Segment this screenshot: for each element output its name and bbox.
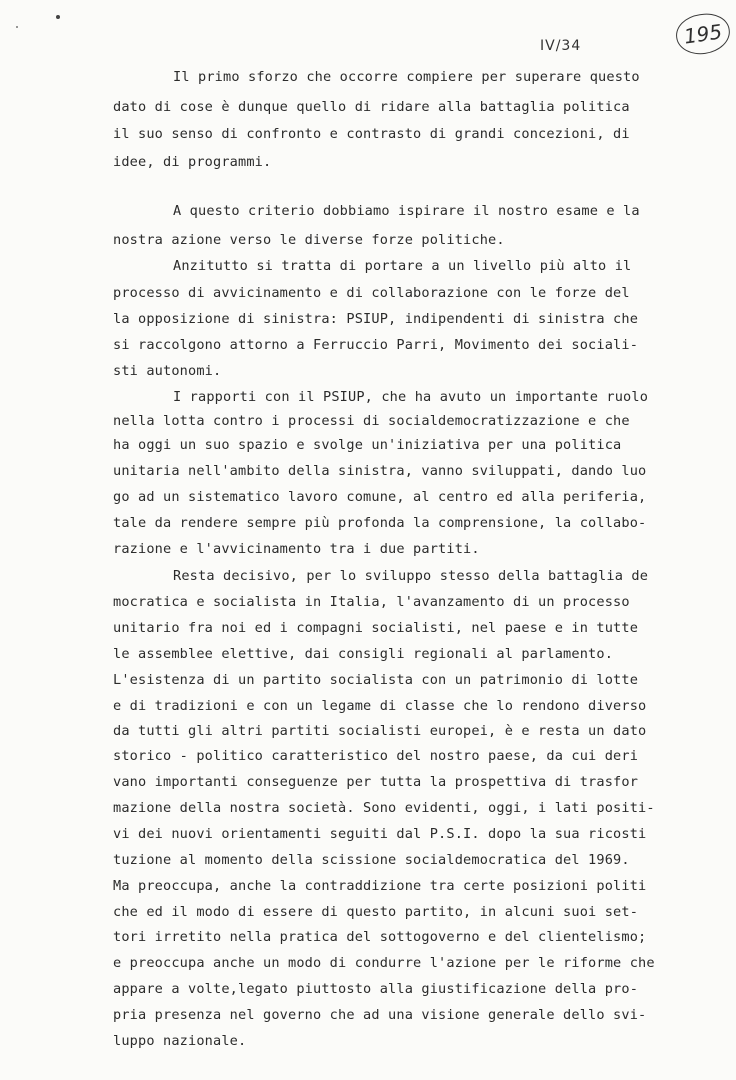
text-line: L'esistenza di un partito socialista con un patrimonio di lotte — [113, 672, 639, 688]
text-line: il suo senso di confronto e contrasto di grandi concezioni, di — [113, 126, 630, 142]
text-line: pria presenza nel governo che ad una visione generale dello svi- — [113, 1007, 647, 1023]
paragraph-first-line: Anzitutto si tratta di portare a un livello più alto il — [173, 258, 632, 274]
text-line: le assemblee elettive, dai consigli regionali al parlamento. — [113, 646, 614, 662]
text-line: tori irretito nella pratica del sottogoverno e del clientelismo; — [113, 929, 647, 945]
text-line: tale da rendere sempre più profonda la comprensione, la collabo- — [113, 515, 647, 531]
text-line: nostra azione verso le diverse forze politiche. — [113, 232, 505, 248]
text-line: nella lotta contro i processi di socialdemocratizzazione e che — [113, 413, 630, 429]
text-line: mazione della nostra società. Sono evidenti, oggi, i lati positi- — [113, 800, 655, 816]
page-number-stamp-text: 195 — [682, 19, 724, 49]
text-line: storico - politico caratteristico del nostro paese, da cui deri — [113, 748, 639, 764]
text-line: processo di avvicinamento e di collaborazione con le forze del — [113, 285, 630, 301]
text-line: ha oggi un suo spazio e svolge un'iniziativa per una politica — [113, 437, 622, 453]
text-line: dato di cose è dunque quello di ridare alla battaglia politica — [113, 99, 630, 115]
text-line: vi dei nuovi orientamenti seguiti dal P.S.I. dopo la sua ricosti — [113, 826, 647, 842]
text-line: Ma preoccupa, anche la contraddizione tra certe posizioni politi — [113, 878, 647, 894]
page-reference: IV/34 — [540, 38, 582, 54]
ink-speck — [16, 26, 18, 28]
text-line: go ad un sistematico lavoro comune, al centro ed alla periferia, — [113, 489, 647, 505]
text-line: unitaria nell'ambito della sinistra, vanno sviluppati, dando luo — [113, 463, 647, 479]
paragraph-first-line: A questo criterio dobbiamo ispirare il nostro esame e la — [173, 203, 640, 219]
page-number-stamp — [673, 10, 732, 57]
ink-dot — [56, 15, 60, 19]
text-line: da tutti gli altri partiti socialisti europei, è e resta un dato — [113, 723, 647, 739]
text-line: unitario fra noi ed i compagni socialisti, nel paese e in tutte — [113, 620, 639, 636]
text-line: tuzione al momento della scissione socialdemocratica del 1969. — [113, 852, 630, 868]
text-line: idee, di programmi. — [113, 154, 272, 170]
text-line: sti autonomi. — [113, 363, 222, 379]
text-line: appare a volte,legato piuttosto alla giustificazione della pro- — [113, 981, 639, 997]
paragraph-first-line: I rapporti con il PSIUP, che ha avuto un importante ruolo — [173, 389, 649, 405]
text-line: mocratica e socialista in Italia, l'avanzamento di un processo — [113, 594, 630, 610]
text-line: vano importanti conseguenze per tutta la prospettiva di trasfor — [113, 774, 639, 790]
text-line: la opposizione di sinistra: PSIUP, indipendenti di sinistra che — [113, 311, 639, 327]
text-line: e di tradizioni e con un legame di classe che lo rendono diverso — [113, 698, 647, 714]
text-line: razione e l'avvicinamento tra i due partiti. — [113, 541, 480, 557]
text-line: e preoccupa anche un modo di condurre l'azione per le riforme che — [113, 955, 655, 971]
text-line: si raccolgono attorno a Ferruccio Parri, Movimento dei sociali- — [113, 337, 639, 353]
text-line: che ed il modo di essere di questo partito, in alcuni suoi set- — [113, 904, 639, 920]
paragraph-first-line: Il primo sforzo che occorre compiere per superare questo — [173, 69, 640, 85]
paragraph-first-line: Resta decisivo, per lo sviluppo stesso della battaglia de — [173, 568, 649, 584]
text-line: luppo nazionale. — [113, 1033, 247, 1049]
